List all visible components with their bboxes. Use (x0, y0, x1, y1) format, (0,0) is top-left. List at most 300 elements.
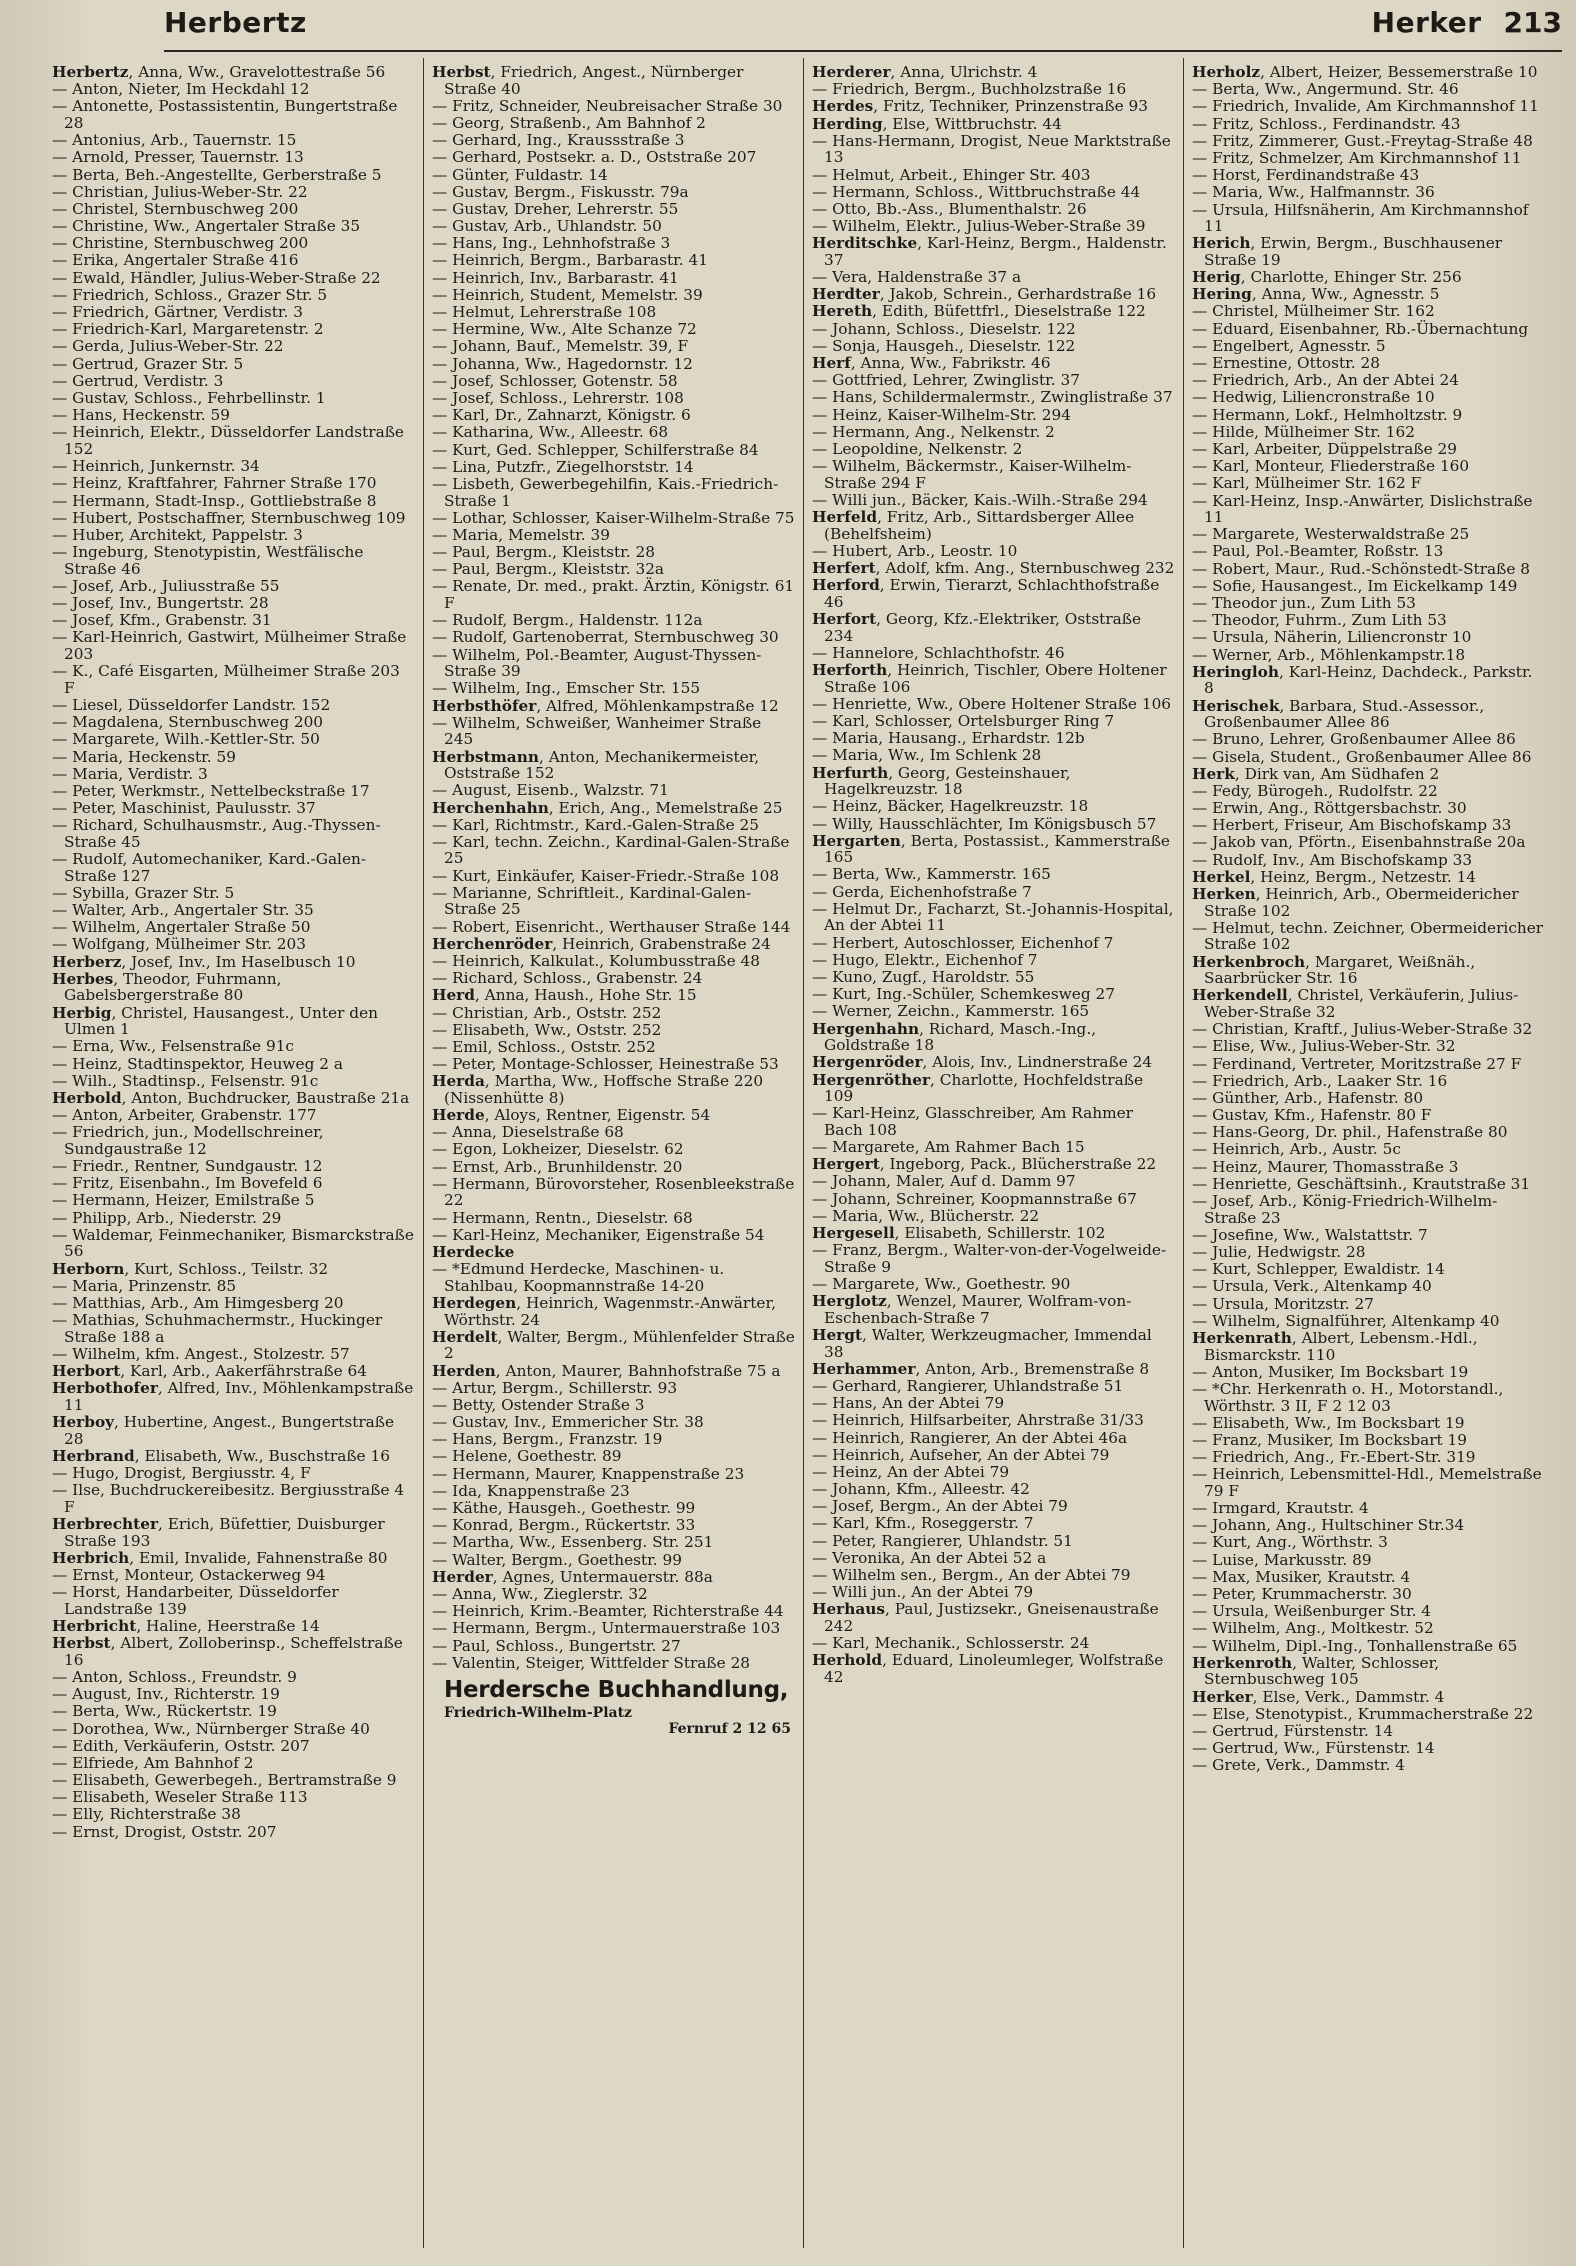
directory-entry: — Anton, Schloss., Freundstr. 9 (52, 1667, 297, 1686)
directory-entry: — Hannelore, Schlachthofstr. 46 (812, 643, 1065, 662)
directory-entry: — Hilde, Mülheimer Str. 162 (1192, 422, 1415, 441)
directory-entry: — Willi jun., An der Abtei 79 (812, 1583, 1034, 1602)
directory-entry: — Wilhelm, Pol.-Beamter, August-Thyssen-Straße 39 (432, 645, 762, 681)
directory-entry: — Wilhelm, Ang., Moltkestr. 52 (1192, 1619, 1434, 1638)
entry-details: , Kurt, Schloss., Teilstr. 32 (124, 1259, 329, 1278)
directory-entry: — Josefine, Ww., Walstattstr. 7 (1192, 1225, 1428, 1244)
directory-entry (432, 1363, 795, 1380)
directory-entry: — Otto, Bb.-Ass., Blumenthalstr. 26 (812, 199, 1087, 218)
entry-details: , Christel, Verkäuferin, Julius-Weber-Straße 32 (1204, 986, 1519, 1021)
directory-entry: — Hermann, Stadt-Insp., Gottliebstraße 8 (52, 491, 377, 510)
directory-entry: — Anton, Arbeiter, Grabenstr. 177 (52, 1106, 317, 1125)
directory-entry (812, 116, 1175, 133)
directory-entry: — Helmut, Arbeit., Ehinger Str. 403 (812, 165, 1091, 184)
directory-entry: — Edith, Verkäuferin, Oststr. 207 (52, 1736, 310, 1755)
directory-entry: — Hugo, Elektr., Eichenhof 7 (812, 950, 1038, 969)
directory-entry (812, 1652, 1175, 1685)
directory-entry: — Else, Stenotypist., Krummacherstraße 22 (1192, 1704, 1534, 1723)
directory-entry (432, 698, 795, 715)
directory-entry: — Christian, Julius-Weber-Str. 22 (52, 182, 308, 201)
directory-entry: — Anton, Musiker, Im Bocksbart 19 (1192, 1362, 1469, 1381)
directory-entry: — Henriette, Geschäftsinh., Krautstraße 31 (1192, 1174, 1531, 1193)
column-2 (424, 58, 804, 2248)
directory-entry: — Emil, Schloss., Oststr. 252 (432, 1037, 656, 1056)
directory-entry: — Herbert, Autoschlosser, Eichenhof 7 (812, 933, 1114, 952)
directory-entry: — Günter, Fuldastr. 14 (432, 165, 608, 184)
directory-entry: — Wilhelm, Schweißer, Wanheimer Straße 245 (432, 713, 762, 749)
entry-surname: Herbort (52, 1362, 121, 1381)
entry-details: , Margaret, Weißnäh., Saarbrücker Str. 16 (1204, 952, 1476, 988)
entry-details: , Erwin, Bergm., Buschhausener Straße 19 (1204, 234, 1503, 269)
directory-entry: — Engelbert, Agnesstr. 5 (1192, 336, 1386, 355)
entry-surname: Heringloh (1192, 662, 1280, 681)
directory-entry: — Gerhard, Postsekr. a. D., Oststraße 207 (432, 148, 757, 167)
directory-entry: — Artur, Bergm., Schillerstr. 93 (432, 1378, 678, 1397)
directory-entry: — Henriette, Ww., Obere Holtener Straße 106 (812, 694, 1172, 713)
entry-surname: Herbrand (52, 1446, 135, 1465)
directory-entry (812, 303, 1175, 320)
directory-entry: — Friedrich-Karl, Margaretenstr. 2 (52, 320, 324, 339)
directory-entry (812, 1225, 1175, 1242)
directory-entry: — Gustav, Dreher, Lehrerstr. 55 (432, 199, 679, 218)
directory-entry: — Elfriede, Am Bahnhof 2 (52, 1753, 254, 1772)
entry-surname: Hergenröther (812, 1070, 931, 1089)
entry-surname: Herker (1192, 1687, 1253, 1706)
directory-entry: — Josef, Schloss., Lehrerstr. 108 (432, 388, 684, 407)
directory-entry: — Anna, Ww., Zieglerstr. 32 (432, 1584, 648, 1603)
directory-entry (1192, 1689, 1546, 1706)
directory-entry: — Peter, Montage-Schlosser, Heinestraße 53 (432, 1055, 779, 1074)
directory-entry (1192, 698, 1546, 731)
directory-entry: — Theodor jun., Zum Lith 53 (1192, 594, 1416, 613)
directory-entry: — Bruno, Lehrer, Großenbaumer Allee 86 (1192, 730, 1516, 749)
entry-details: , Elisabeth, Schillerstr. 102 (894, 1224, 1106, 1243)
entry-details: , Aloys, Rentner, Eigenstr. 54 (484, 1106, 711, 1125)
directory-entry: — Betty, Ostender Straße 3 (432, 1395, 645, 1414)
entry-details: , Anton, Mechanikermeister, Oststraße 152 (444, 747, 760, 783)
directory-entry: — Robert, Eisenricht., Werthauser Straße 144 (432, 917, 791, 936)
directory-entry (812, 765, 1175, 798)
directory-entry (812, 64, 1175, 81)
entry-surname: Herda (432, 1072, 485, 1091)
directory-entry: — Johann, Schreiner, Koopmannstraße 67 (812, 1189, 1137, 1208)
directory-entry: — Martha, Ww., Essenberg. Str. 251 (432, 1533, 714, 1552)
directory-entry: — Hermine, Ww., Alte Schanze 72 (432, 320, 697, 339)
entry-surname: Herig (1192, 268, 1241, 287)
directory-entry: — Josef, Kfm., Grabenstr. 31 (52, 611, 272, 630)
directory-entry: — Hugo, Drogist, Bergiusstr. 4, F (52, 1464, 311, 1483)
directory-entry: — Peter, Krummacherstr. 30 (1192, 1584, 1412, 1603)
directory-entry (432, 800, 795, 817)
directory-entry: — Heinz, Bäcker, Hagelkreuzstr. 18 (812, 797, 1089, 816)
entry-surname: Hergenhahn (812, 1019, 920, 1038)
directory-entry: — Kurt, Ged. Schlepper, Schilferstraße 84 (432, 440, 759, 459)
directory-entry: — Friedrich, Bergm., Buchholzstraße 16 (812, 80, 1127, 99)
directory-entry (1192, 954, 1546, 987)
directory-entry: — Gustav, Schloss., Fehrbellinstr. 1 (52, 388, 326, 407)
entry-surname: Herderer (812, 63, 891, 81)
directory-entry: — Kurt, Einkäufer, Kaiser-Friedr.-Straße 108 (432, 866, 780, 885)
directory-entry: — Waldemar, Feinmechaniker, Bismarckstraße 56 (52, 1225, 414, 1261)
directory-entry: — Josef, Schlosser, Gotenstr. 58 (432, 371, 678, 390)
directory-entry: — Maria, Memelstr. 39 (432, 525, 610, 544)
entry-surname: Hergarten (812, 831, 901, 850)
entry-details: , Anna, Ww., Fabrikstr. 46 (850, 354, 1051, 372)
directory-entry: — Mathias, Schuhmachermstr., Huckinger Straße 188 a (52, 1311, 383, 1346)
directory-entry: — Friedrich, Gärtner, Verdistr. 3 (52, 303, 304, 322)
directory-entry: — Friedrich, Invalide, Am Kirchmannshof 11 (1192, 97, 1539, 116)
directory-entry: — Johann, Ang., Hultschiner Str.34 (1192, 1516, 1465, 1535)
directory-entry (52, 1635, 415, 1668)
directory-entry: — Christel, Mülheimer Str. 162 (1192, 302, 1435, 321)
directory-entry: — Gustav, Kfm., Hafenstr. 80 F (1192, 1106, 1432, 1125)
entry-surname: Hereth (812, 302, 873, 321)
directory-entry: — Wilhelm sen., Bergm., An der Abtei 79 (812, 1566, 1131, 1584)
entry-surname: Herchenröder (432, 934, 553, 953)
directory-entry: — Luise, Markusstr. 89 (1192, 1550, 1372, 1569)
directory-entry: — Berta, Ww., Angermund. Str. 46 (1192, 80, 1459, 99)
directory-entry: — Leopoldine, Nelkenstr. 2 (812, 439, 1023, 458)
directory-entry: — Kurt, Ang., Wörthstr. 3 (1192, 1533, 1388, 1552)
entry-details: , Edith, Büfettfrl., Dieselstraße 122 (872, 302, 1146, 321)
directory-entry: — Heinrich, Junkernstr. 34 (52, 457, 260, 476)
directory-entry (812, 577, 1175, 610)
directory-entry: — Dorothea, Ww., Nürnberger Straße 40 (52, 1719, 370, 1738)
entry-details: , Jakob, Schrein., Gerhardstraße 16 (879, 285, 1157, 304)
directory-entry: — Katharina, Ww., Alleestr. 68 (432, 423, 669, 442)
directory-entry: — Helmut, Lehrerstraße 108 (432, 303, 657, 322)
directory-entry: — Erna, Ww., Felsenstraße 91c (52, 1037, 294, 1056)
directory-entry: — Kurt, Schlepper, Ewaldistr. 14 (1192, 1260, 1445, 1279)
entry-surname: Herfort (812, 610, 877, 629)
directory-entry: — Wilh., Stadtinsp., Felsenstr. 91c (52, 1071, 319, 1090)
directory-entry: — Christian, Arb., Oststr. 252 (432, 1003, 662, 1022)
directory-entry: — Anna, Dieselstraße 68 (432, 1123, 624, 1142)
directory-entry: — Gustav, Inv., Emmericher Str. 38 (432, 1413, 704, 1432)
directory-entry (1192, 1655, 1546, 1688)
directory-entry: — Hans, Schildermalermstr., Zwinglistraße 37 (812, 388, 1173, 407)
directory-entry (1192, 286, 1546, 303)
entry-details: , Charlotte, Hochfeldstraße 109 (824, 1070, 1144, 1106)
directory-entry: — Käthe, Hausgeh., Goethestr. 99 (432, 1499, 696, 1518)
entry-surname: Herdegen (432, 1293, 517, 1312)
directory-entry: — Elisabeth, Weseler Straße 113 (52, 1788, 308, 1807)
entry-surname: Herford (812, 576, 880, 595)
entry-surname: Herdes (812, 97, 874, 116)
directory-entry: — Liesel, Düsseldorfer Landstr. 152 (52, 695, 331, 714)
directory-entry: — Günther, Arb., Hafenstr. 80 (1192, 1088, 1424, 1107)
directory-entry: — Elise, Ww., Julius-Weber-Str. 32 (1192, 1037, 1456, 1056)
directory-entry: — Heinrich, Lebensmittel-Hdl., Memelstraße 79 F (1192, 1465, 1542, 1500)
entry-surname: Hergert (812, 1155, 880, 1174)
directory-entry: — Friedrich, Ang., Fr.-Ebert-Str. 319 (1192, 1448, 1476, 1467)
directory-entry (812, 1054, 1175, 1071)
directory-entry: — Fedy, Bürogeh., Rudolfstr. 22 (1192, 781, 1438, 800)
directory-entry: — Friedrich, Arb., An der Abtei 24 (1192, 371, 1459, 390)
directory-entry: — Willy, Hausschlächter, Im Königsbusch 57 (812, 814, 1157, 833)
directory-entry: — Julie, Hedwigstr. 28 (1192, 1243, 1366, 1261)
directory-entry: — Max, Musiker, Krautstr. 4 (1192, 1567, 1411, 1586)
entry-surname: Herbst (52, 1634, 111, 1653)
directory-entry: — Hedwig, Liliencronstraße 10 (1192, 388, 1435, 407)
directory-entry: — Theodor, Fuhrm., Zum Lith 53 (1192, 611, 1447, 630)
entry-details: , Elisabeth, Ww., Buschstraße 16 (134, 1446, 390, 1465)
directory-entry: — Herbert, Friseur, Am Bischofskamp 33 (1192, 816, 1512, 835)
directory-entry: — Maria, Hausang., Erhardstr. 12b (812, 729, 1085, 748)
directory-entry: — Rudolf, Gartenoberrat, Sternbuschweg 30 (432, 628, 779, 647)
entry-surname: Herditschke (812, 234, 918, 253)
directory-entry: — Kuno, Zugf., Haroldstr. 55 (812, 968, 1035, 986)
directory-entry: — Karl-Heinz, Glasschreiber, Am Rahmer Bach 108 (812, 1104, 1133, 1139)
directory-entry: — Veronika, An der Abtei 52 a (812, 1548, 1047, 1567)
entry-details: , Heinz, Bergm., Netzestr. 14 (1250, 867, 1477, 886)
entry-surname: Herchenhahn (432, 798, 549, 817)
directory-entry: — Heinrich, Arb., Austr. 5c (1192, 1140, 1401, 1159)
directory-entry: — Hermann, Bürovorsteher, Rosenbleekstraße 22 (432, 1174, 795, 1210)
entry-details: , Anton, Buchdrucker, Baustraße 21a (121, 1088, 410, 1107)
header-right-group (1372, 6, 1562, 39)
directory-entry: — Ursula, Moritzstr. 27 (1192, 1294, 1374, 1313)
directory-entry: — Gustav, Bergm., Fiskusstr. 79a (432, 182, 689, 201)
directory-entry: — Hans, Heckenstr. 59 (52, 406, 230, 425)
entry-details: , Theodor, Fuhrmann, Gabelsbergerstraße 80 (64, 969, 282, 1005)
entry-details: , Albert, Zolloberinsp., Scheffelstraße 16 (64, 1634, 403, 1669)
directory-entry: — Gerda, Julius-Weber-Str. 22 (52, 337, 284, 356)
directory-entry: — Ernestine, Ottostr. 28 (1192, 354, 1380, 372)
entry-details: , Alfred, Inv., Möhlenkampstraße 11 (64, 1379, 414, 1414)
directory-entry: — Antonius, Arb., Tauernstr. 15 (52, 131, 297, 150)
entry-surname: Herding (812, 114, 883, 133)
directory-entry: — Hermann, Ang., Nelkenstr. 2 (812, 422, 1055, 441)
directory-entry: — Paul, Bergm., Kleiststr. 32a (432, 560, 665, 579)
directory-entry: — Elisabeth, Ww., Oststr. 252 (432, 1020, 662, 1039)
directory-entry: — Berta, Beh.-Angestellte, Gerberstraße 5 (52, 165, 382, 184)
directory-entry: — Heinz, An der Abtei 79 (812, 1462, 1010, 1481)
directory-entry: — Karl, Mechanik., Schlosserstr. 24 (812, 1634, 1090, 1653)
directory-entry: — Konrad, Bergm., Rückertstr. 33 (432, 1516, 696, 1535)
directory-entry: — Ernst, Drogist, Oststr. 207 (52, 1822, 277, 1841)
directory-entry: — Ursula, Näherin, Liliencronstr 10 (1192, 628, 1472, 647)
entry-surname: Herde (432, 1106, 485, 1125)
entry-surname: Herbothofer (52, 1379, 158, 1398)
directory-entry: — Elisabeth, Gewerbegeh., Bertramstraße 9 (52, 1771, 397, 1790)
entry-details: , Emil, Invalide, Fahnenstraße 80 (129, 1548, 388, 1567)
directory-entry: — Ida, Knappenstraße 23 (432, 1481, 630, 1500)
entry-surname: Herholz (1192, 63, 1261, 81)
directory-entry (432, 1295, 795, 1328)
directory-entry: — Arnold, Presser, Tauernstr. 13 (52, 148, 304, 167)
directory-entry: — Friedr., Rentner, Sundgaustr. 12 (52, 1157, 323, 1176)
directory-entry: — Irmgard, Krautstr. 4 (1192, 1499, 1369, 1518)
entry-details: , Josef, Inv., Im Haselbusch 10 (121, 952, 356, 971)
directory-entry (52, 1380, 415, 1413)
directory-entry: — Wilhelm, Ing., Emscher Str. 155 (432, 679, 701, 698)
directory-entry: — Gisela, Student., Großenbaumer Allee 86 (1192, 747, 1532, 766)
entry-details: , Paul, Justizsekr., Gneisenaustraße 242 (824, 1600, 1159, 1635)
directory-entry: — Ernst, Arb., Brunhildenstr. 20 (432, 1157, 683, 1176)
directory-entry (52, 1550, 415, 1567)
directory-entry: — Helene, Goethestr. 89 (432, 1447, 622, 1466)
entry-surname: Herder (432, 1567, 493, 1586)
directory-entry: — Egon, Lokheizer, Dieselstr. 62 (432, 1140, 684, 1159)
entry-surname: Herbricht (52, 1616, 137, 1635)
entry-surname: Herkel (1192, 867, 1251, 886)
directory-entry (812, 286, 1175, 303)
entry-surname: Herdecke (432, 1243, 515, 1261)
directory-entry: — Karl, Arbeiter, Düppelstraße 29 (1192, 439, 1457, 458)
directory-entry: — Magdalena, Sternbuschweg 200 (52, 713, 324, 732)
directory-entry (432, 64, 795, 97)
directory-entry: — Ferdinand, Vertreter, Moritzstraße 27 F (1192, 1054, 1522, 1073)
directory-entry: — Paul, Pol.-Beamter, Roßstr. 13 (1192, 542, 1444, 561)
directory-entry: — Horst, Ferdinandstraße 43 (1192, 166, 1420, 185)
directory-entry (812, 1361, 1175, 1378)
entry-details: , Agnes, Untermauerstr. 88a (492, 1567, 713, 1586)
directory-entry: — Peter, Maschinist, Paulusstr. 37 (52, 799, 316, 818)
entry-details: , Christel, Hausangest., Unter den Ulmen 1 (64, 1003, 378, 1039)
directory-entry: — Werner, Zeichn., Kammerstr. 165 (812, 1002, 1090, 1021)
directory-entry: — Wilhelm, Angertaler Straße 50 (52, 918, 311, 937)
entry-details: , Albert, Lebensm.-Hdl., Bismarckstr. 110 (1204, 1328, 1478, 1364)
directory-entry: — Lothar, Schlosser, Kaiser-Wilhelm-Straße 75 (432, 508, 795, 527)
directory-entry (432, 1329, 795, 1362)
directory-entry: — Wilhelm, Elektr., Julius-Weber-Straße 39 (812, 217, 1146, 236)
directory-entry: — Hermann, Bergm., Untermauerstraße 103 (432, 1619, 781, 1638)
directory-entry: — Maria, Prinzenstr. 85 (52, 1276, 237, 1295)
directory-entry: — Maria, Ww., Halfmannstr. 36 (1192, 183, 1435, 202)
directory-entry: — Ursula, Weißenburger Str. 4 (1192, 1602, 1432, 1621)
directory-entry: — Johann, Schloss., Dieselstr. 122 (812, 319, 1076, 338)
entry-details: , Richard, Masch.-Ing., Goldstraße 18 (824, 1019, 1097, 1055)
directory-entry (52, 1005, 415, 1038)
column-4 (1184, 58, 1554, 2248)
entry-details: , Martha, Ww., Hoffsche Straße 220 (Nissenhütte 8) (444, 1072, 764, 1107)
directory-entry (52, 954, 415, 971)
directory-entry: — Maria, Ww., Im Schlenk 28 (812, 746, 1042, 765)
directory-entry: — Heinrich, Aufseher, An der Abtei 79 (812, 1445, 1110, 1464)
directory-entry: — Gertrud, Grazer Str. 5 (52, 354, 244, 373)
directory-entry: — Heinz, Maurer, Thomasstraße 3 (1192, 1157, 1459, 1176)
entry-surname: Herbertz (52, 63, 129, 81)
directory-entry: — Ursula, Hilfsnäherin, Am Kirchmannshof 11 (1192, 200, 1529, 236)
advert-name: Herdersche Buchhandlung, (444, 1677, 789, 1704)
entry-surname: Herbold (52, 1088, 122, 1107)
directory-entry: — Sonja, Hausgeh., Dieselstr. 122 (812, 336, 1076, 355)
directory-entry (1192, 269, 1546, 286)
directory-entry: — Karl, Schlosser, Ortelsburger Ring 7 (812, 711, 1115, 730)
directory-entry: — Paul, Schloss., Bungertstr. 27 (432, 1636, 681, 1655)
directory-entry (52, 1414, 415, 1447)
directory-entry: — Margarete, Am Rahmer Bach 15 (812, 1138, 1085, 1157)
directory-entry (812, 509, 1175, 542)
entry-details: , Albert, Heizer, Bessemerstraße 10 (1260, 63, 1538, 81)
entry-details: , Walter, Werkzeugmacher, Immendal 38 (824, 1325, 1152, 1361)
directory-entry (1192, 766, 1546, 783)
directory-entry: — Wilhelm, kfm. Angest., Stolzestr. 57 (52, 1344, 350, 1363)
directory-entry: — *Chr. Herkenrath o. H., Motorstandl., Wörthstr. 3 II, F 2 12 03 (1192, 1379, 1504, 1415)
directory-entry: — Karl-Heinz, Mechaniker, Eigenstraße 54 (432, 1225, 765, 1244)
directory-entry (52, 1618, 415, 1635)
entry-surname: Herbrich (52, 1548, 130, 1567)
directory-entry (432, 749, 795, 782)
entry-surname: Herken (1192, 885, 1256, 904)
directory-entry: — Walter, Bergm., Goethestr. 99 (432, 1550, 682, 1569)
entry-surname: Herborn (52, 1259, 125, 1278)
entry-details: , Fritz, Techniker, Prinzenstraße 93 (873, 97, 1149, 116)
entry-surname: Herdelt (432, 1327, 498, 1346)
entry-details: , Berta, Postassist., Kammerstraße 165 (824, 831, 1170, 867)
directory-entry: — Josef, Arb., Juliusstraße 55 (52, 576, 280, 595)
entry-surname: Hering (1192, 285, 1252, 304)
directory-entry: — Horst, Handarbeiter, Düsseldorfer Landstraße 139 (52, 1583, 339, 1618)
directory-entry (812, 1156, 1175, 1173)
entry-details: , Charlotte, Ehinger Str. 256 (1240, 268, 1462, 287)
directory-entry: — Valentin, Steiger, Wittfelder Straße 28 (432, 1653, 751, 1672)
directory-entry: — Wilhelm, Bäckermstr., Kaiser-Wilhelm-Straße 294 F (812, 457, 1132, 492)
entry-details: , Walter, Bergm., Mühlenfelder Straße 2 (444, 1327, 795, 1363)
entry-surname: Herglotz (812, 1292, 887, 1311)
directory-entry: — Christine, Ww., Angertaler Straße 35 (52, 217, 361, 236)
entry-details: , Alois, Inv., Lindnerstraße 24 (922, 1053, 1153, 1072)
entry-surname: Hergesell (812, 1224, 895, 1243)
directory-entry (812, 1601, 1175, 1634)
directory-entry: — Helmut, techn. Zeichner, Obermeidericher Straße 102 (1192, 918, 1544, 954)
directory-columns (44, 58, 1562, 2248)
entry-details: , Erich, Büfettier, Duisburger Straße 193 (64, 1515, 385, 1550)
directory-entry: — Heinrich, Bergm., Barbarastr. 41 (432, 251, 708, 270)
directory-entry: — Maria, Heckenstr. 59 (52, 747, 236, 766)
entry-details: , Heinrich, Tischler, Obere Holtener Straße 106 (824, 661, 1167, 696)
entry-surname: Herdter (812, 285, 880, 304)
directory-entry: — Karl, Mülheimer Str. 162 F (1192, 474, 1422, 493)
entry-details: , Dirk van, Am Südhafen 2 (1234, 764, 1440, 783)
directory-entry: — Josef, Inv., Bungertstr. 28 (52, 594, 269, 613)
directory-entry (432, 936, 795, 953)
directory-entry: — Josef, Bergm., An der Abtei 79 (812, 1497, 1068, 1516)
directory-entry: — Grete, Verk., Dammstr. 4 (1192, 1756, 1406, 1775)
directory-entry: — Gustav, Arb., Uhlandstr. 50 (432, 217, 662, 236)
running-head-right: Herker (1371, 6, 1482, 39)
entry-details: , Heinrich, Wagenmstr.-Anwärter, Wörthstr. 24 (444, 1293, 776, 1329)
directory-entry: — Heinrich, Rangierer, An der Abtei 46a (812, 1428, 1128, 1447)
directory-entry: — Ursula, Verk., Altenkamp 40 (1192, 1277, 1432, 1296)
directory-entry: — Sofie, Hausangest., Im Eickelkamp 149 (1192, 576, 1518, 595)
directory-entry: — Heinrich, Kalkulat., Kolumbusstraße 48 (432, 952, 760, 970)
column-1 (44, 58, 424, 2248)
directory-entry: — Karl, Dr., Zahnarzt, Königstr. 6 (432, 406, 691, 425)
entry-details: , Ingeborg, Pack., Blücherstraße 22 (879, 1155, 1157, 1174)
directory-entry: — *Edmund Herdecke, Maschinen- u. Stahlbau, Koopmannstraße 14-20 (432, 1260, 725, 1295)
directory-entry: — Karl, Kfm., Roseggerstr. 7 (812, 1514, 1034, 1533)
entry-surname: Herich (1192, 234, 1251, 253)
page-header (164, 6, 1562, 52)
entry-surname: Herden (432, 1361, 496, 1380)
directory-entry: — Erika, Angertaler Straße 416 (52, 251, 299, 270)
directory-entry: — Margarete, Wilh.-Kettler-Str. 50 (52, 730, 320, 749)
directory-entry: — Hans-Georg, Dr. phil., Hafenstraße 80 (1192, 1123, 1508, 1142)
directory-entry: — Hubert, Arb., Leostr. 10 (812, 541, 1018, 560)
directory-entry: — August, Eisenb., Walzstr. 71 (432, 781, 669, 800)
directory-entry: — Fritz, Schmelzer, Am Kirchmannshof 11 (1192, 148, 1522, 167)
directory-entry: — Fritz, Zimmerer, Gust.-Freytag-Straße 48 (1192, 131, 1533, 150)
entry-surname: Herf (812, 354, 851, 372)
directory-entry: — Heinrich, Elektr., Düsseldorfer Landstraße 152 (52, 423, 404, 458)
entry-details: , Friedrich, Angest., Nürnberger Straße 40 (444, 63, 744, 98)
directory-entry: — Rudolf, Bergm., Haldenstr. 112a (432, 611, 703, 630)
directory-entry: — Antonette, Postassistentin, Bungertstraße 28 (52, 97, 398, 132)
directory-entry: — Sybilla, Grazer Str. 5 (52, 883, 235, 902)
entry-surname: Herfert (812, 559, 876, 578)
